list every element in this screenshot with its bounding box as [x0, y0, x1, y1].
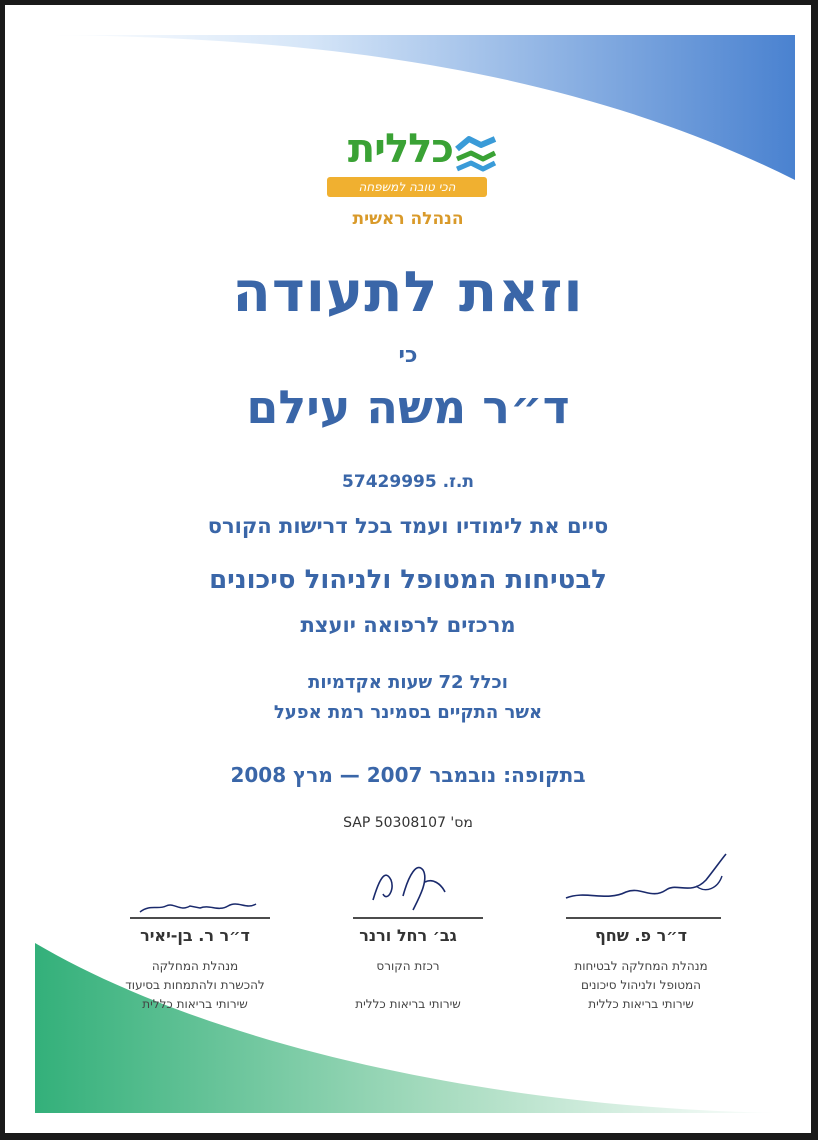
- department-label: הנהלה ראשית: [352, 209, 464, 229]
- certificate-page: [5, 5, 811, 1133]
- course-location: אשר התקיים בסמינר רמת אפעל: [273, 702, 543, 723]
- handwritten-signature: [100, 850, 290, 920]
- signature-block-ben-yair: [95, 850, 295, 1014]
- logo-wordmark: כללית: [347, 126, 453, 172]
- signatory-name: ד״ר פ. שחף: [594, 926, 688, 945]
- recipient-name: ד״ר משה עילם: [246, 380, 570, 434]
- recipient-id: ת.ז. 57429995: [342, 472, 474, 492]
- course-name: לבטיחות המטופל ולניהול סיכונים: [209, 565, 607, 595]
- course-period: בתקופה: נובמבר 2007 — מרץ 2008: [230, 763, 586, 787]
- signature-block-werner: [308, 850, 508, 1014]
- signatory-role: רכזת הקורס שירותי בריאות כללית: [355, 959, 461, 1011]
- signatory-name: ד״ר ר. בן-יאיר: [140, 926, 250, 945]
- completion-text: סיים את לימודיו ועמד בכל דרישות הקורס: [207, 514, 609, 538]
- certificate-title: וזאת לתעודה: [232, 260, 584, 325]
- sap-number: מס' SAP 50308107: [343, 815, 473, 831]
- signatory-name: גב׳ רחל ורנר: [359, 926, 457, 945]
- course-audience: מרכזים לרפואה יועצת: [300, 613, 516, 637]
- clalit-wave-icon: [453, 135, 499, 175]
- certificate-ki: כי: [398, 343, 418, 368]
- signatory-role: מנהלת המחלקה לבטיחות המטופל ולניהול סיכונים שירותי בריאות כללית: [574, 959, 708, 1011]
- handwritten-signature: [313, 850, 503, 920]
- clalit-logo: [323, 125, 503, 205]
- logo-slogan: הכי טובה למשפחה: [327, 177, 487, 197]
- handwritten-signature: [546, 850, 736, 920]
- signatory-role: מנהלת המחלקה להכשרת ולהתמחות בסיעוד שירותי בריאות כללית: [125, 959, 265, 1011]
- signature-block-shachaf: [541, 850, 741, 1014]
- course-hours: וכלל 72 שעות אקדמיות: [308, 672, 508, 693]
